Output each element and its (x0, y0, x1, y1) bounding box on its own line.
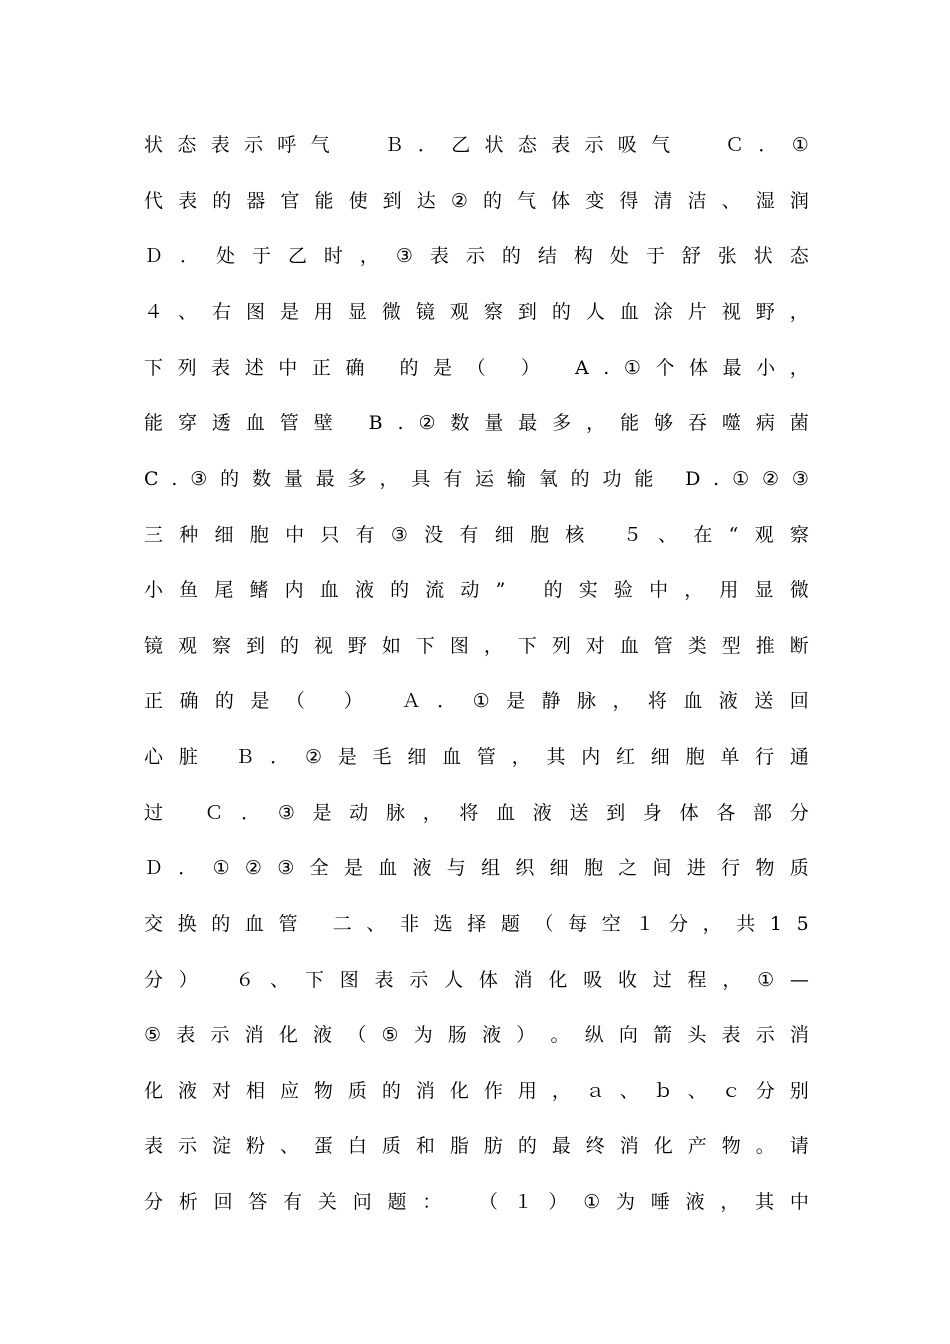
text-line: 正 确 的 是 （ ） Ａ ． ① 是 静 脉 ， 将 血 液 送 回 (144, 690, 809, 712)
text-line: C . ③ 的 数 量 最 多 ， 具 有 运 输 氧 的 功 能 D . ① ② ③ (144, 468, 809, 490)
text-line: ４ 、 右 图 是 用 显 微 镜 观 察 到 的 人 血 涂 片 视 野 ， (144, 301, 809, 323)
text-line: Ｄ ． 处 于 乙 时 ， ③ 表 示 的 结 构 处 于 舒 张 状 态 (144, 245, 809, 267)
text-line: 分 ） ６ 、 下 图 表 示 人 体 消 化 吸 收 过 程 ， ① — (144, 969, 809, 991)
text-line: 小 鱼 尾 鳍 内 血 液 的 流 动 ” 的 实 验 中 ， 用 显 微 (144, 579, 809, 601)
text-line: 分 析 回 答 有 关 问 题 ： （ １ ） ① 为 唾 液 ， 其 中 (144, 1191, 809, 1213)
text-line: 化 液 对 相 应 物 质 的 消 化 作 用 ， ａ 、 ｂ 、 ｃ 分 别 (144, 1080, 809, 1102)
text-line: 表 示 淀 粉 、 蛋 白 质 和 脂 肪 的 最 终 消 化 产 物 。 请 (144, 1135, 809, 1157)
text-line: 三 种 细 胞 中 只 有 ③ 没 有 细 胞 核 ５ 、 在 “ 观 察 (144, 524, 809, 546)
text-line: 心 脏 Ｂ ． ② 是 毛 细 血 管 ， 其 内 红 细 胞 单 行 通 (144, 746, 809, 768)
text-line: 能 穿 透 血 管 壁 B . ② 数 量 最 多 ， 能 够 吞 噬 病 菌 (144, 412, 809, 434)
text-line: 状 态 表 示 呼 气 Ｂ ． 乙 状 态 表 示 吸 气 Ｃ ． ① (144, 134, 809, 156)
text-line: 过 Ｃ ． ③ 是 动 脉 ， 将 血 液 送 到 身 体 各 部 分 (144, 802, 809, 824)
text-line: 代 表 的 器 官 能 使 到 达 ② 的 气 体 变 得 清 洁 、 湿 润 (144, 190, 809, 212)
text-line: 镜 观 察 到 的 视 野 如 下 图 ， 下 列 对 血 管 类 型 推 断 (144, 635, 809, 657)
text-line: 交 换 的 血 管 二 、 非 选 择 题 （ 每 空 １ 分 ， 共 1 5 (144, 913, 809, 935)
text-line: ⑤ 表 示 消 化 液 （ ⑤ 为 肠 液 ） 。 纵 向 箭 头 表 示 消 (144, 1024, 809, 1046)
text-line: Ｄ ． ① ② ③ 全 是 血 液 与 组 织 细 胞 之 间 进 行 物 质 (144, 857, 809, 879)
text-line: 下 列 表 述 中 正 确 的 是 （ ） A . ① 个 体 最 小 ， (144, 357, 809, 379)
